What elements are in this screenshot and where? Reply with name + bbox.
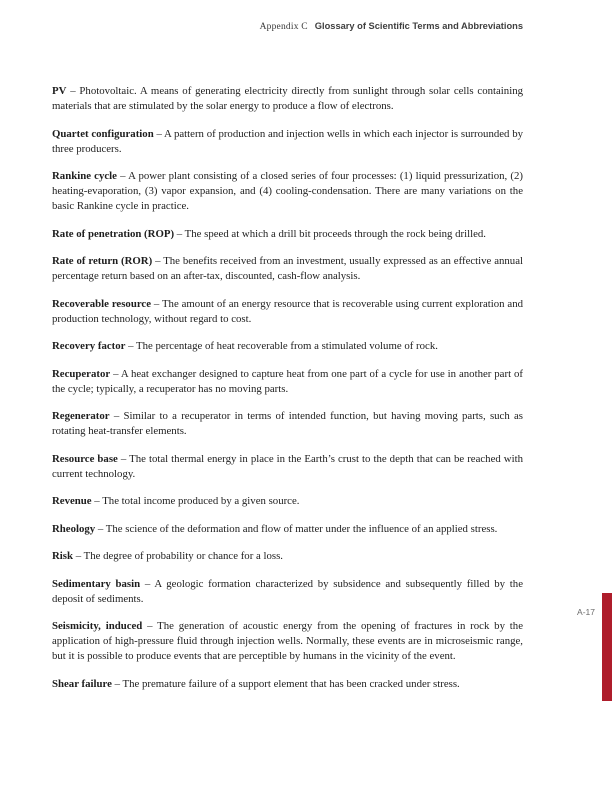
glossary-definition: – Similar to a recuperator in terms of intended function, but having moving parts, such as rotating heat-transfer elements. <box>52 410 523 437</box>
glossary-definition: – The total thermal energy in place in the Earth’s crust to the depth that can be reached with current technology. <box>52 452 523 480</box>
glossary-term: Recoverable resource <box>52 297 152 310</box>
glossary-definition: – A geologic formation characterized by subsidence and subsequently filled by the deposit of sediments. <box>52 577 523 605</box>
glossary-definition: – The percentage of heat recoverable from a stimulated volume of rock. <box>125 340 438 352</box>
glossary-term: Rate of return (ROR) <box>52 255 153 267</box>
glossary-entry <box>52 297 523 327</box>
page-number: A-17 <box>577 607 595 617</box>
running-header <box>0 16 523 34</box>
glossary-definition: – The science of the deformation and flow of matter under the influence of an applied stress. <box>95 522 498 535</box>
glossary-definition: – A heat exchanger designed to capture heat from one part of a cycle for use in another part of the cycle; typically, a recuperator has no moving parts. <box>52 367 523 395</box>
glossary-definition: – Photovoltaic. A means of generating electricity directly from sunlight through solar cells containing materials that are stimulated by the solar energy to produce a flow of electrons. <box>52 85 523 112</box>
glossary-entry <box>52 409 523 439</box>
glossary-term: Sedimentary basin <box>52 577 141 590</box>
glossary-definition: – The amount of an energy resource that is recoverable using current exploration and production technology, without regard to cost. <box>52 297 523 325</box>
glossary-definition: – The benefits received from an investment, usually expressed as an effective annual percentage return based on an after-tax, discounted, cash-flow analysis. <box>52 255 524 282</box>
glossary-entry <box>52 339 523 354</box>
glossary-entry <box>52 452 523 482</box>
glossary-entry <box>52 619 523 664</box>
glossary-entry <box>52 169 523 214</box>
glossary-term: Rheology <box>52 522 96 535</box>
glossary-term: Shear failure <box>52 677 112 690</box>
glossary-entry <box>52 549 523 564</box>
appendix-label: Appendix C <box>259 22 308 32</box>
glossary-term: Recovery factor <box>52 340 126 352</box>
glossary-definition: – The generation of acoustic energy from the opening of fractures in rock by the application of high-pressure fluid through injection wells. Normally, these events are in microseismic range, but it is possible to produce events that are perceptible by humans in the vicinity of the event. <box>52 620 523 662</box>
glossary-entry <box>52 522 523 537</box>
glossary-entry <box>52 677 523 692</box>
glossary-term: Risk <box>52 550 74 562</box>
glossary-term: Revenue <box>52 495 92 507</box>
glossary-definition: – A pattern of production and injection wells in which each injector is surrounded by three producers. <box>52 127 523 155</box>
glossary-definition: – The total income produced by a given source. <box>91 495 300 507</box>
glossary-definition: – The speed at which a drill bit proceeds through the rock being drilled. <box>174 227 486 240</box>
header-title: Glossary of Scientific Terms and Abbreviations <box>314 21 523 31</box>
glossary-entry <box>52 494 523 509</box>
glossary-entry <box>52 84 523 114</box>
glossary-entry <box>52 127 523 157</box>
glossary-term: Rate of penetration (ROP) <box>52 227 175 240</box>
glossary-term: Regenerator <box>52 410 110 422</box>
section-edge-tab <box>602 593 612 701</box>
glossary-entry <box>52 577 523 607</box>
glossary-entry <box>52 367 523 397</box>
glossary-entry <box>52 254 523 284</box>
glossary-term: Seismicity, induced <box>52 620 143 632</box>
glossary-term: PV <box>52 85 67 97</box>
glossary-definition: – The premature failure of a support element that has been cracked under stress. <box>111 677 460 690</box>
glossary-term: Recuperator <box>52 367 111 380</box>
glossary-definition: – The degree of probability or chance for a loss. <box>73 550 283 562</box>
glossary-term: Rankine cycle <box>52 170 117 182</box>
glossary-term: Resource base <box>52 452 118 465</box>
glossary-entry <box>52 227 523 242</box>
glossary-definition: – A power plant consisting of a closed series of four processes: (1) liquid pressurization, (2) heating-evaporation, (3) vapor expansion, and (4) cooling-condensation. There are many variations on the basic Rankine cycle in practice. <box>52 170 523 212</box>
glossary-term: Quartet configuration <box>52 127 154 140</box>
